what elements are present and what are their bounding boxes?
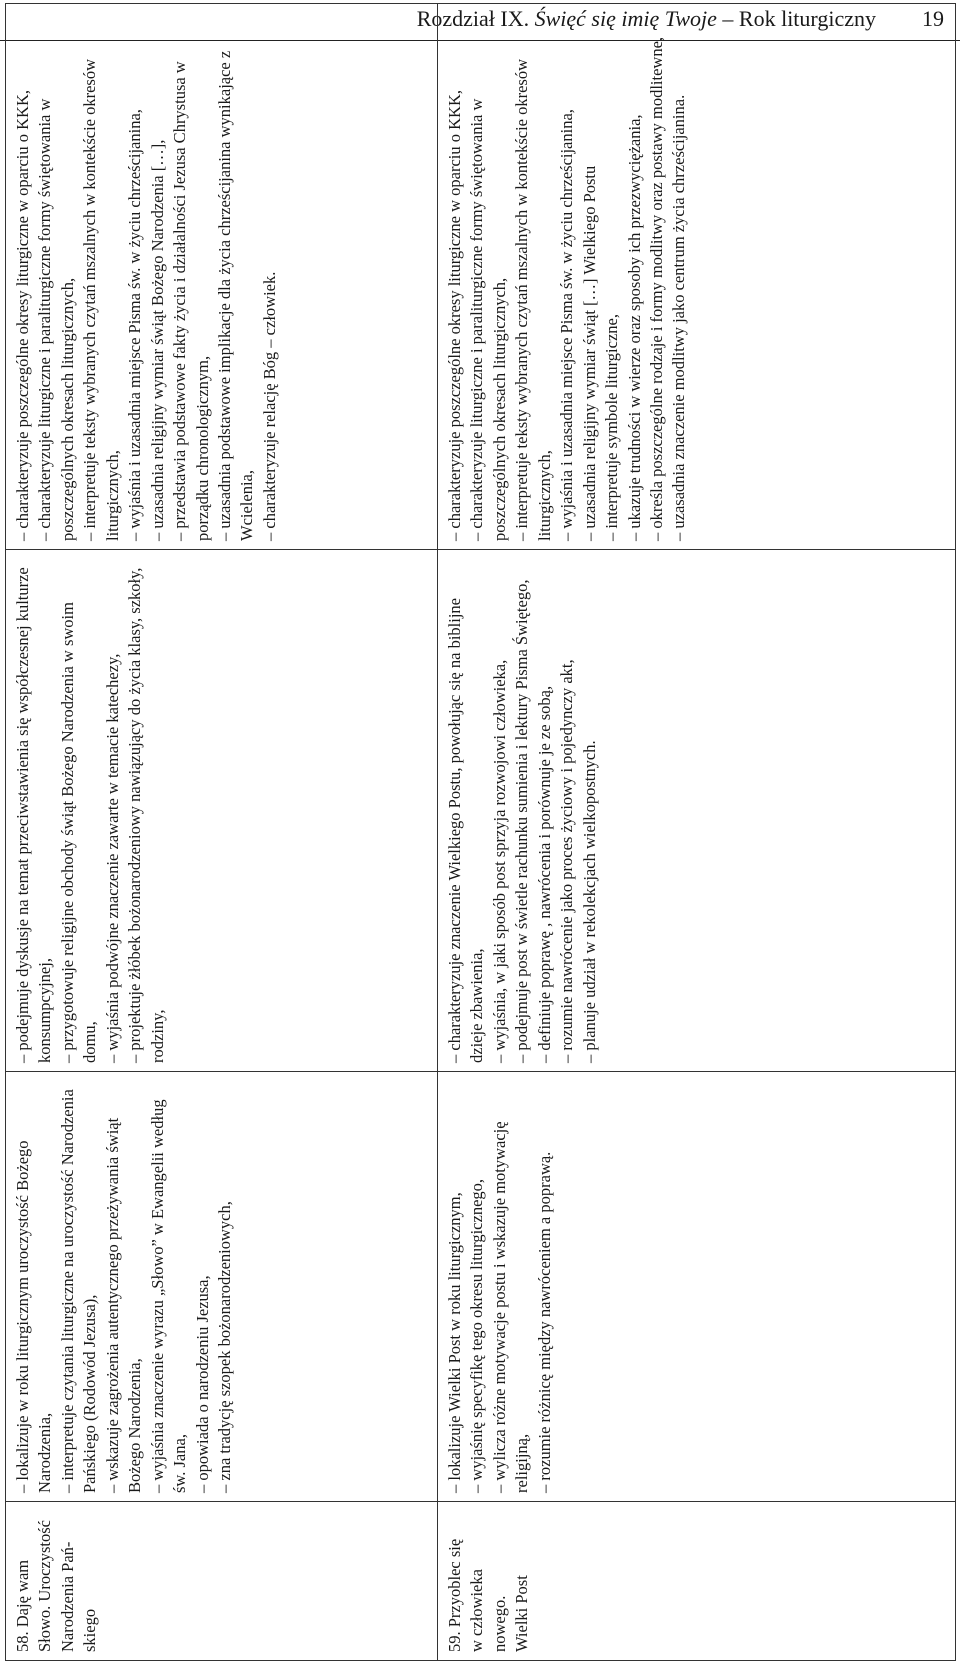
rotated-table-container <box>5 36 955 1661</box>
lesson-title: 58. Daję wam Słowo. Uroczystość Narodzenia Pań- skiego <box>13 1520 100 1652</box>
list-item: – wyjaśnia podwójne znaczenie zawarte w temacie katechezy, <box>102 653 122 1063</box>
list-item: – lokalizuje Wielki Post w roku liturgicznym, <box>445 1192 464 1493</box>
list-item: – rozumie różnicę między nawróceniem a poprawą. <box>534 1151 554 1493</box>
list-item: – interpretuje teksty wybranych czytań mszalnych w kontekście okresów liturgicznych, <box>80 58 122 541</box>
list-item: – projektuje żłóbek bożonarodzeniowy nawiązujący do życia klasy, szkoły, rodziny, <box>125 567 167 1063</box>
table-row <box>6 4 438 1661</box>
list-item: – ukazuje trudności w wierze oraz sposoby ich przezwyciężania, <box>624 114 644 541</box>
requirements-list <box>12 14 281 541</box>
lesson-title-cell <box>438 1502 956 1661</box>
running-title-suffix: – Rok liturgiczny <box>716 6 876 31</box>
running-title-prefix: Rozdział IX. <box>416 6 535 31</box>
requirements-list <box>444 14 691 541</box>
list-item: – charakteryzuje relację Bóg – człowiek. <box>259 271 279 541</box>
list-item: – charakteryzuje poszczególne okresy liturgiczne w oparciu o KKK, <box>445 90 464 541</box>
extended-requirements-cell <box>6 550 438 1072</box>
list-item: – zna tradycję szopek bożonarodzeniowych, <box>214 1201 234 1493</box>
list-item: – wylicza różne motywacje postu i wskazuje motywację religijną, <box>489 1121 532 1493</box>
list-item: – określa poszczególne rodzaje i formy modlitwy oraz postawy modlitewne, <box>646 36 666 541</box>
page-number: 19 <box>922 6 944 31</box>
list-item: – opowiada o narodzeniu Jezusa, <box>192 1275 212 1493</box>
list-item: – interpretuje czytania liturgiczne na uroczystość Narodzenia Pańskiego (Rodowód Jezusa), <box>57 1089 100 1493</box>
basic-requirements-cell <box>438 1072 956 1502</box>
list-item: – uzasadnia religijny wymiar świąt Bożego Narodzenia […], <box>147 139 167 541</box>
list-item: – rozumie nawrócenie jako proces życiowy i pojedynczy akt, <box>557 659 577 1063</box>
list-item: – uzasadnia religijny wymiar świąt […] Wielkiego Postu <box>579 165 599 541</box>
list-item: – charakteryzuje liturgiczne i paraliturgiczne formy świętowania w poszczególnych okresach liturgicznych, <box>35 98 77 541</box>
requirements-list <box>444 1082 556 1493</box>
list-item: – charakteryzuje poszczególne okresy liturgiczne w oparciu o KKK, <box>13 90 32 541</box>
list-item: – wyjaśnia i uzasadnia miejsce Pisma św. w życiu chrześcijanina, <box>125 109 145 541</box>
list-item: – podejmuje dyskusje na temat przeciwstawienia się współczesnej kulturze konsumpcyjnej, <box>13 567 55 1063</box>
list-item: – przedstawia podstawowe fakty życia i działalności Jezusa Chrystusa w porządku chronologicznym, <box>170 61 212 541</box>
requirements-list <box>12 560 169 1063</box>
list-item: – wyjaśnia znaczenie wyrazu „Słowo” w Ewangelii według św. Jana, <box>147 1099 190 1493</box>
curriculum-table <box>5 3 956 1661</box>
list-item: – wyjaśnia i uzasadnia miejsce Pisma św. w życiu chrześcijanina, <box>557 109 577 541</box>
list-item: – wyjaśnię specyfikę tego okresu liturgicznego, <box>467 1178 487 1493</box>
running-title-italic: Święć się imię Twoje <box>534 6 717 31</box>
list-item: – definiuje poprawę , nawrócenia i porównuje je ze sobą, <box>534 685 554 1063</box>
lesson-title: 59. Przyoblec się w człowieka nowego. Wielki Post <box>445 1538 532 1652</box>
list-item: – wskazuje zagrożenia autentycznego przeżywania świąt Bożego Narodzenia, <box>102 1117 145 1493</box>
list-item: – wyjaśnia, w jaki sposób post sprzyja rozwojowi człowieka, <box>489 659 509 1063</box>
core-curriculum-cell <box>6 4 438 550</box>
table-row <box>438 4 956 1661</box>
core-curriculum-cell <box>438 4 956 550</box>
list-item: – charakteryzuje znaczenie Wielkiego Postu, powołując się na biblijne dzieje zbawienia, <box>445 598 487 1063</box>
list-item: – charakteryzuje liturgiczne i paraliturgiczne formy świętowania w poszczególnych okresach liturgicznych, <box>467 98 509 541</box>
lesson-title-cell <box>6 1502 438 1661</box>
list-item: – podejmuje post w świetle rachunku sumienia i lektury Pisma Świętego, <box>512 579 532 1063</box>
extended-requirements-cell <box>438 550 956 1072</box>
list-item: – interpretuje symbole liturgiczne, <box>602 314 622 541</box>
list-item: – lokalizuje w roku liturgicznym uroczystość Bożego Narodzenia, <box>13 1140 55 1493</box>
list-item: – uzasadnia znaczenie modlitwy jako centrum życia chrześcijanina. <box>669 94 689 541</box>
list-item: – interpretuje teksty wybranych czytań mszalnych w kontekście okresów liturgicznych, <box>512 58 554 541</box>
list-item: – planuje udział w rekolekcjach wielkopostnych. <box>579 740 599 1063</box>
basic-requirements-cell <box>6 1072 438 1502</box>
list-item: – przygotowuje religijne obchody świąt Bożego Narodzenia w swoim domu, <box>57 602 100 1063</box>
requirements-list <box>12 1082 236 1493</box>
requirements-list <box>444 560 601 1063</box>
list-item: – uzasadnia podstawowe implikacje dla życia chrześcijanina wynikające z Wcielenia, <box>214 50 257 541</box>
